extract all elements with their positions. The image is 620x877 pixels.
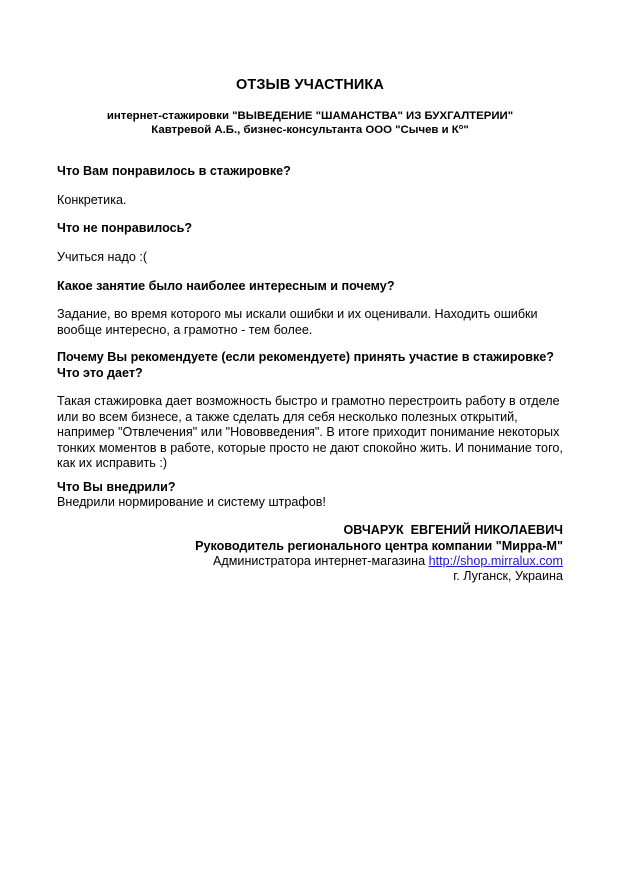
answer-recommend [57, 394, 563, 472]
subtitle-line-2-sup: о [458, 122, 464, 131]
document-title: ОТЗЫВ УЧАСТНИКА [236, 77, 384, 93]
answer-liked: Конкретика. [57, 193, 127, 207]
question-recommend [57, 350, 563, 381]
subtitle-line-2-text: Кавтревой А.Б., бизнес-консультанта ООО "Сычев и К [151, 124, 459, 136]
answer-line: вообще интересно, а грамотно - тем более. [57, 322, 313, 337]
subtitle-line-2 [57, 123, 563, 137]
signature-role [213, 553, 563, 569]
answer-most-interesting [57, 307, 563, 338]
question-implemented: Что Вы внедрили? [57, 480, 176, 494]
shop-link[interactable]: http://shop.mirralux.com [428, 554, 563, 568]
answer-disliked: Учиться надо :( [57, 250, 148, 264]
subtitle-line-1: интернет-стажировки "ВЫВЕДЕНИЕ "ШАМАНСТВА" ИЗ БУХГАЛТЕРИИ" [106, 110, 514, 122]
signature-name: ОВЧАРУК ЕВГЕНИЙ НИКОЛАЕВИЧ [343, 523, 563, 537]
subtitle-line-2-end: " [463, 124, 469, 136]
answer-line: или во всем бизнесе, а также сделать для себя несколько полезных открытий, [57, 409, 518, 424]
signature-position: Руководитель регионального центра компании "Мирра-М" [195, 539, 563, 553]
signature-role-text: Администратора интернет-магазина [213, 554, 429, 568]
question-line: Что это дает? [57, 365, 143, 380]
answer-implemented: Внедрили нормирование и систему штрафов! [57, 495, 326, 509]
answer-line: как их исправить :) [57, 456, 168, 470]
signature-location: г. Луганск, Украина [453, 569, 563, 583]
question-disliked: Что не понравилось? [57, 221, 193, 235]
answer-line: Задание, во время которого мы искали ошибки и их оценивали. Находить ошибки [57, 307, 538, 321]
answer-line: Такая стажировка дает возможность быстро и грамотно перестроить работу в отделе [57, 394, 560, 408]
question-liked: Что Вам понравилось в стажировке? [57, 164, 291, 178]
document-subtitle [57, 109, 563, 137]
answer-line: например "Отвлечения" или "Нововведения". В итоге приходит понимание некоторых [57, 425, 560, 439]
question-line: Почему Вы рекомендуете (если рекомендуете) принять участие в стажировке? [57, 350, 554, 364]
question-most-interesting: Какое занятие было наиболее интересным и почему? [57, 279, 395, 293]
answer-line: тонких моментов в работе, которые просто не дают спокойно жить. И понимание того, [57, 440, 563, 455]
